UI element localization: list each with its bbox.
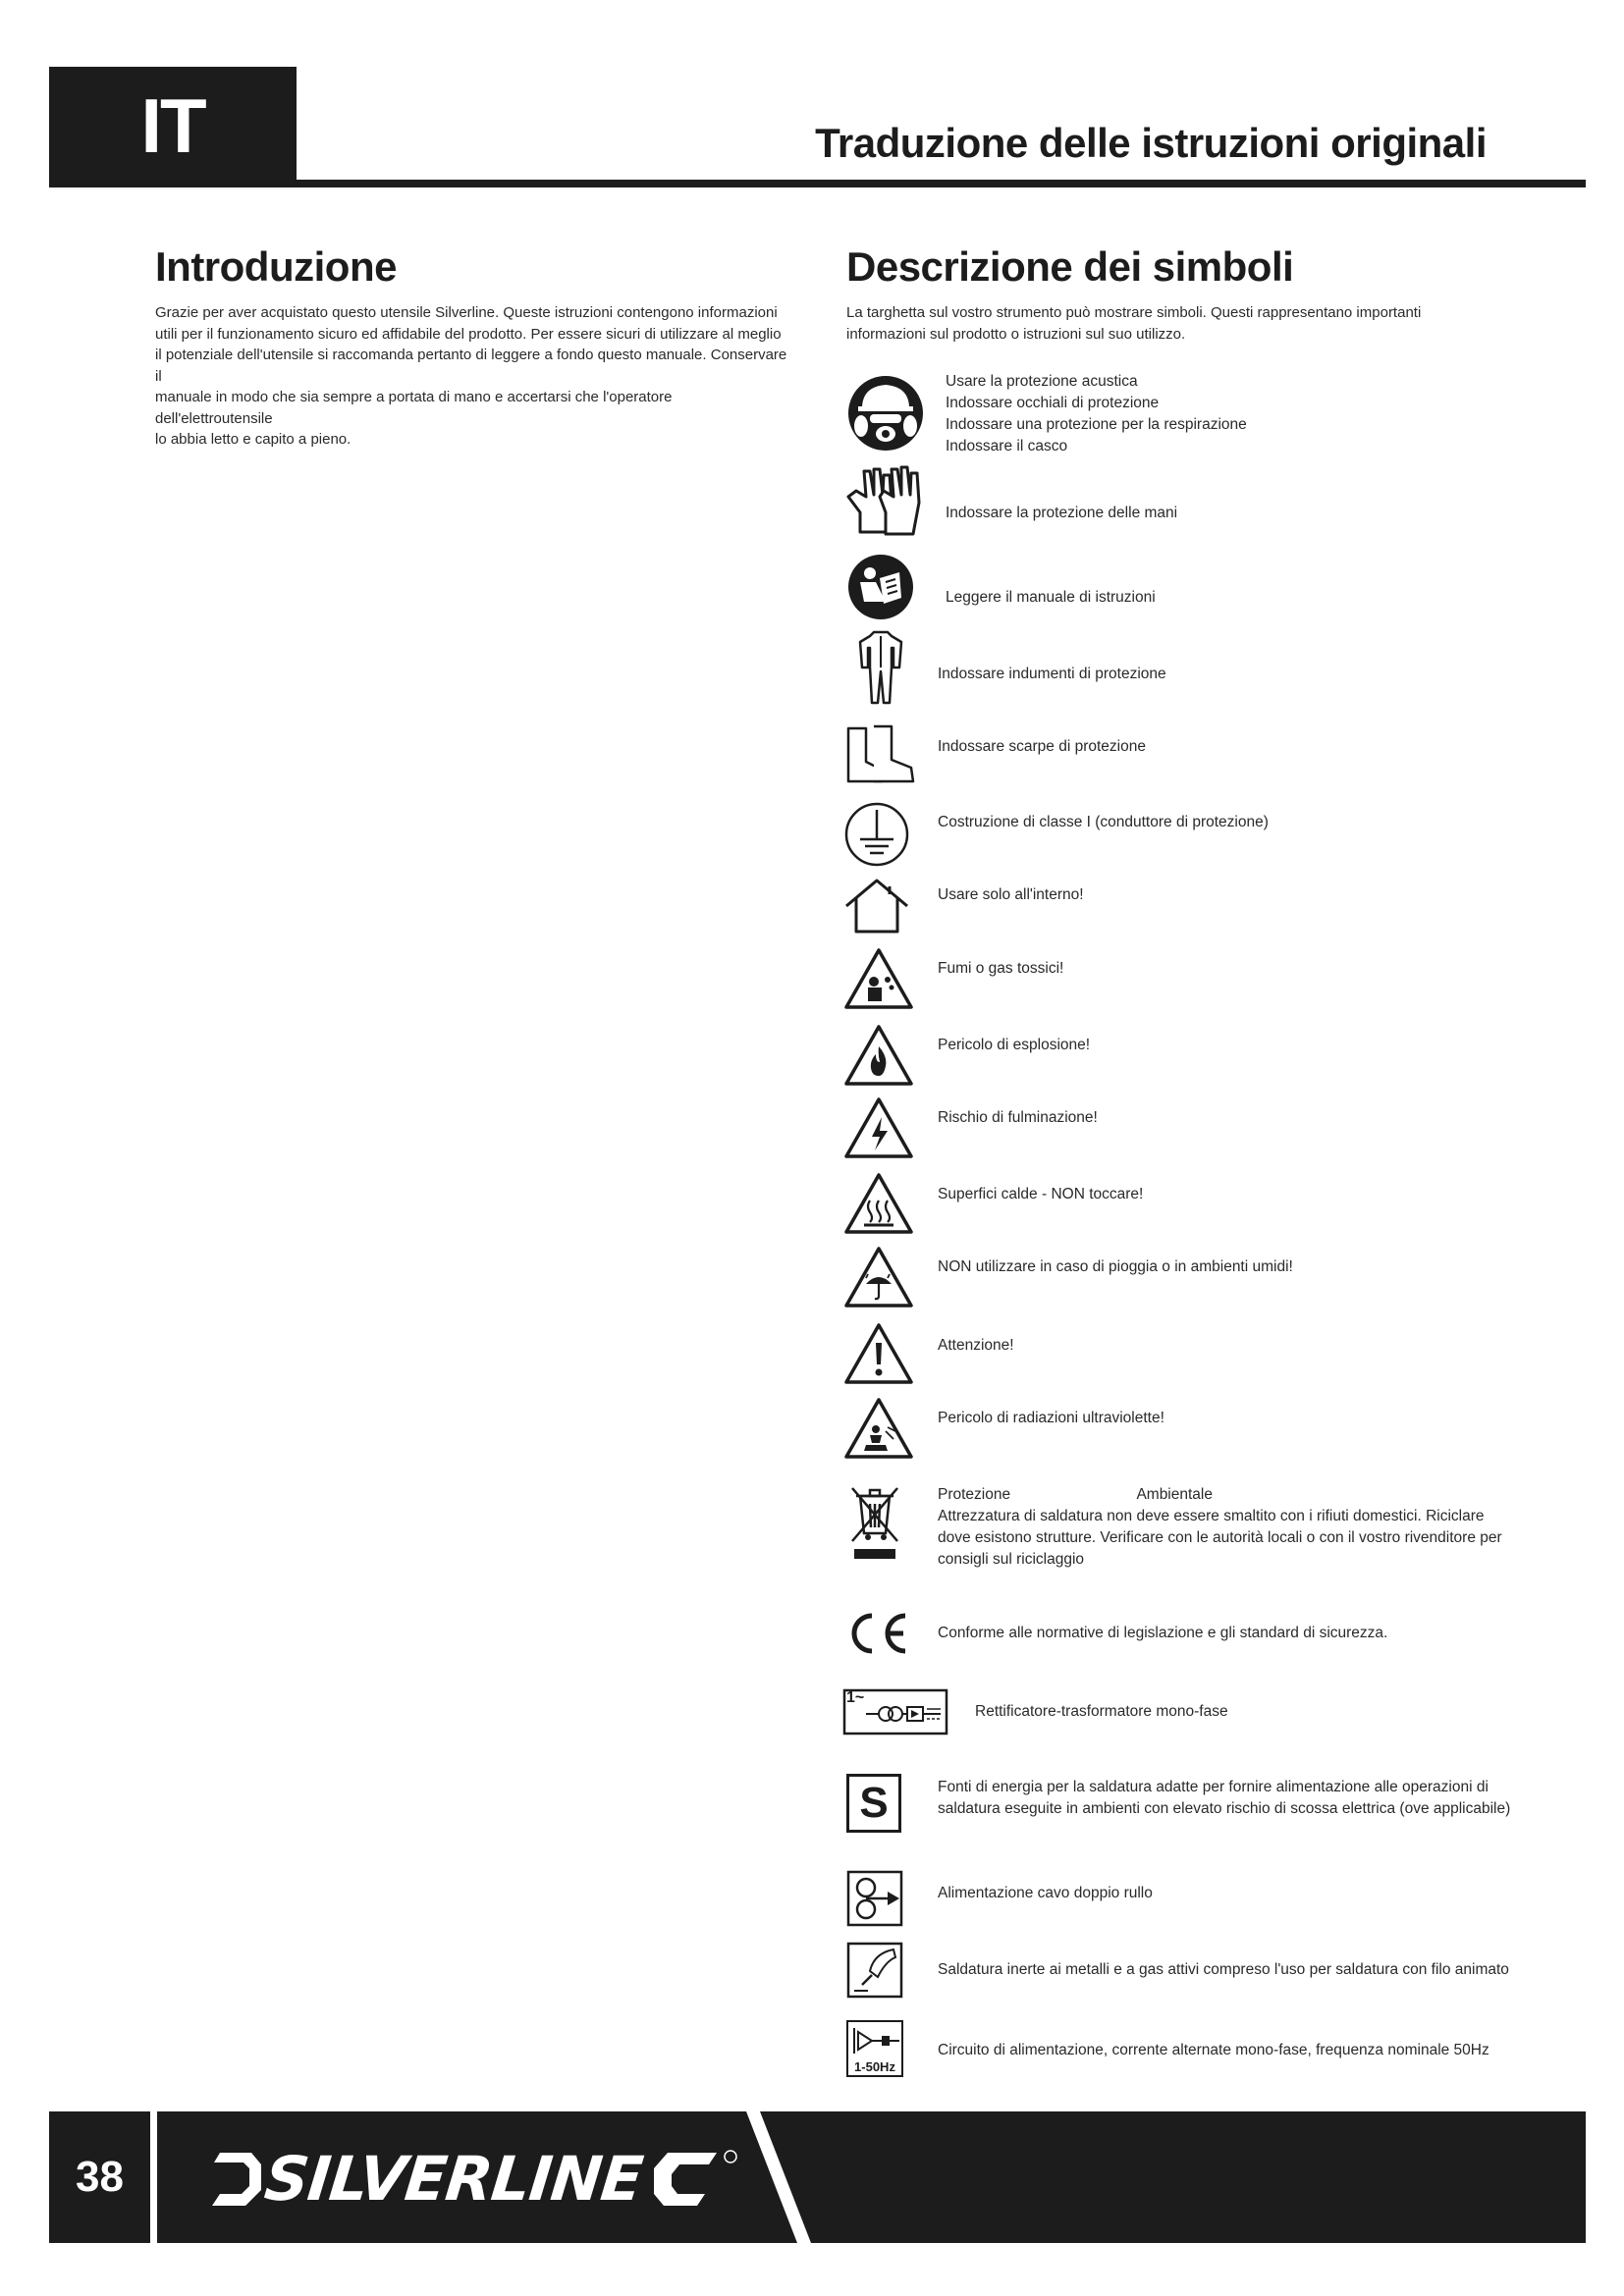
symbol-line: Indossare la protezione delle mani <box>946 505 1178 521</box>
explosion-warning-icon <box>842 1023 915 1088</box>
transformer-label: 1~ <box>846 1689 865 1706</box>
footer-separator <box>150 2111 157 2243</box>
intro-heading: Introduzione <box>155 243 397 290</box>
read-manual-icon <box>846 553 915 621</box>
symbol-line: Indossare scarpe di protezione <box>938 738 1146 755</box>
symbol-line: dove esistono strutture. Verificare con le autorità locali o con il vostro rivenditore per <box>938 1529 1502 1546</box>
brand-wordmark: SILVERLINE <box>261 2143 646 2215</box>
overalls-icon <box>856 628 905 707</box>
uv-radiation-warning-icon <box>842 1396 915 1461</box>
language-tab: IT <box>49 67 297 185</box>
double-roller-feed-icon <box>846 1870 903 1927</box>
intro-line: Grazie per aver acquistato questo utensile Silverline. Queste istruzioni contengono informazioni <box>155 304 778 321</box>
single-phase-supply-drawing <box>848 2024 901 2057</box>
symbol-line: NON utilizzare in caso di pioggia o in ambienti umidi! <box>938 1258 1293 1275</box>
symbol-line: Saldatura inerte ai metalli e a gas attivi compreso l'uso per saldatura con filo animato <box>938 1961 1509 1978</box>
intro-line: lo abbia letto e capito a pieno. <box>155 431 352 448</box>
symbol-description <box>938 1184 1143 1205</box>
symbol-line: Fumi o gas tossici! <box>938 960 1064 977</box>
symbols-intro-line: La targhetta sul vostro strumento può mostrare simboli. Questi rappresentano importanti <box>846 304 1422 321</box>
ce-mark-icon <box>842 1610 913 1657</box>
symbol-line: Pericolo di radiazioni ultraviolette! <box>938 1410 1164 1426</box>
symbol-description <box>938 1484 1502 1571</box>
symbol-line: Indossare occhiali di protezione <box>946 395 1160 411</box>
gloves-icon <box>842 463 925 538</box>
symbol-description <box>938 812 1269 833</box>
s-mark-icon: S <box>846 1774 901 1833</box>
single-phase-supply-label: 1-50Hz <box>854 2059 895 2074</box>
symbol-description <box>975 1701 1228 1723</box>
intro-line: il potenziale dell'utensile si raccomanda pertanto di leggere a fondo questo manuale. Conservare il <box>155 347 787 385</box>
weee-bin-icon <box>848 1482 901 1563</box>
earth-class-1-icon <box>842 800 911 869</box>
symbol-description <box>938 884 1084 906</box>
single-phase-supply-icon <box>846 2020 903 2077</box>
symbol-description <box>938 1408 1164 1429</box>
symbol-description <box>938 1959 1509 1981</box>
symbol-line: consigli sul riciclaggio <box>938 1551 1085 1568</box>
electrocution-warning-icon <box>842 1095 915 1160</box>
symbol-line: saldatura eseguite in ambienti con elevato rischio di scossa elettrica (ove applicabile) <box>938 1800 1511 1817</box>
symbol-description <box>938 958 1063 980</box>
symbol-description <box>938 2040 1489 2061</box>
indoor-house-icon <box>842 877 911 937</box>
symbol-description <box>946 371 1247 457</box>
symbol-line: Indossare una protezione per la respirazione <box>946 416 1247 433</box>
symbol-line: Indossare indumenti di protezione <box>938 666 1166 682</box>
symbol-description <box>946 587 1156 609</box>
symbol-line: Costruzione di classe I (conduttore di protezione) <box>938 814 1269 830</box>
header-rule <box>49 180 1586 187</box>
symbol-description <box>938 1777 1510 1820</box>
symbols-intro <box>846 302 1475 345</box>
symbol-line: Indossare il casco <box>946 438 1068 454</box>
symbol-description <box>938 1883 1153 1904</box>
page-header-title: Traduzione delle istruzioni originali <box>815 120 1487 166</box>
toxic-fumes-warning-icon <box>842 946 915 1011</box>
symbol-description <box>938 1623 1387 1644</box>
symbol-line: Circuito di alimentazione, corrente alternate mono-fase, frequenza nominale 50Hz <box>938 2042 1489 2058</box>
symbol-line: Conforme alle normative di legislazione e gli standard di sicurezza. <box>938 1625 1388 1641</box>
page-number: 38 <box>76 2153 124 2201</box>
symbol-line: Superfici calde - NON toccare! <box>938 1186 1144 1202</box>
ppe-head-icon <box>846 373 925 454</box>
symbol-line: Fonti di energia per la saldatura adatte per fornire alimentazione alle operazioni di <box>938 1779 1489 1795</box>
symbol-description <box>938 736 1146 758</box>
symbol-description <box>938 1035 1090 1056</box>
intro-line: utili per il funzionamento sicuro ed affidabile del prodotto. Per essere sicuri di utilizzare al meglio <box>155 325 782 343</box>
hot-surface-warning-icon <box>842 1171 915 1236</box>
symbol-line: Protezione Ambientale <box>938 1486 1213 1503</box>
rain-warning-icon <box>842 1245 915 1309</box>
symbols-intro-line: informazioni sul prodotto o istruzioni sul suo utilizzo. <box>846 325 1186 343</box>
caution-warning-icon <box>842 1321 915 1386</box>
symbol-line: Attenzione! <box>938 1337 1014 1354</box>
symbol-line: Rischio di fulminazione! <box>938 1109 1098 1126</box>
symbol-line: Rettificatore-trasformatore mono-fase <box>975 1703 1228 1720</box>
silverline-logo <box>206 2135 756 2223</box>
symbol-description <box>938 1107 1098 1129</box>
symbol-description <box>938 1256 1293 1278</box>
symbol-description <box>946 503 1177 524</box>
intro-line: manuale in modo che sia sempre a portata di mano e accertarsi che l'operatore dell'elettroutensile <box>155 389 673 427</box>
transformer-rectifier-icon <box>842 1688 948 1735</box>
symbol-line: Leggere il manuale di istruzioni <box>946 589 1156 606</box>
symbols-heading: Descrizione dei simboli <box>846 243 1294 290</box>
symbol-line: Alimentazione cavo doppio rullo <box>938 1885 1153 1901</box>
mig-torch-icon <box>846 1942 903 1999</box>
symbol-line: Usare la protezione acustica <box>946 373 1138 390</box>
boots-icon <box>842 722 917 787</box>
symbol-line: Usare solo all'interno! <box>938 886 1084 903</box>
symbol-line: Pericolo di esplosione! <box>938 1037 1091 1053</box>
symbol-line: Attrezzatura di saldatura non deve essere smaltito con i rifiuti domestici. Riciclare <box>938 1508 1485 1524</box>
intro-body <box>155 302 793 451</box>
symbol-description <box>938 1335 1014 1357</box>
symbol-description <box>938 664 1166 685</box>
